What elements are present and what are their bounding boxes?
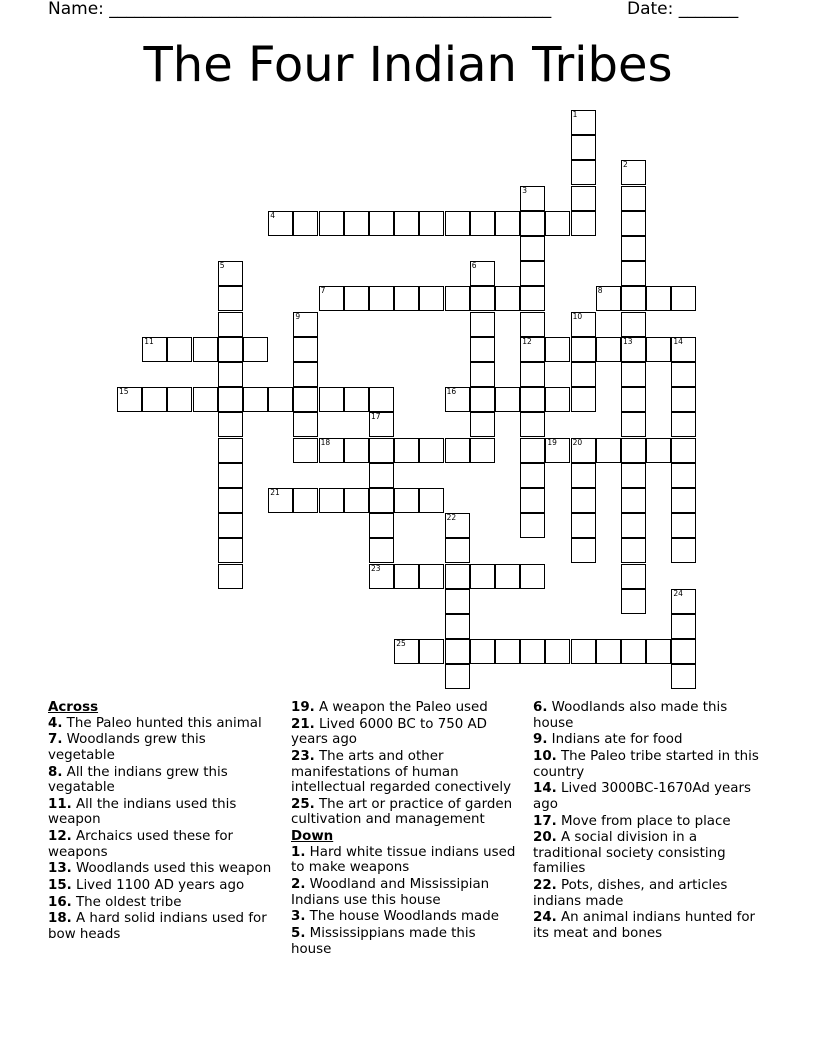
- clue-across-16: 16. The oldest tribe: [48, 894, 182, 910]
- clue-across-4: 4. The Paleo hunted this animal: [48, 715, 262, 731]
- grid-cell[interactable]: [520, 639, 545, 664]
- clue-down-20: 20. A social division in a traditional society consisting families: [533, 830, 726, 877]
- grid-cell[interactable]: [545, 438, 570, 463]
- clue-down-9: 9. Indians ate for food: [533, 732, 683, 748]
- grid-cell[interactable]: [571, 110, 596, 135]
- grid-cell[interactable]: [520, 564, 545, 589]
- grid-cell[interactable]: [470, 261, 495, 286]
- grid-cell[interactable]: [445, 211, 470, 236]
- clue-down-17: 17. Move from place to place: [533, 813, 731, 829]
- grid-cell[interactable]: [293, 362, 318, 387]
- grid-cell[interactable]: [319, 387, 344, 412]
- grid-cell[interactable]: [218, 463, 243, 488]
- grid-cell[interactable]: [520, 337, 545, 362]
- grid-cell[interactable]: [445, 614, 470, 639]
- grid-cell[interactable]: [470, 412, 495, 437]
- grid-cell[interactable]: [520, 362, 545, 387]
- grid-cell[interactable]: [571, 639, 596, 664]
- grid-cell[interactable]: [621, 286, 646, 311]
- grid-cell[interactable]: [495, 286, 520, 311]
- grid-cell[interactable]: [369, 513, 394, 538]
- grid-cell[interactable]: [419, 438, 444, 463]
- grid-cell[interactable]: [268, 387, 293, 412]
- grid-cell[interactable]: [344, 211, 369, 236]
- grid-cell[interactable]: [621, 186, 646, 211]
- clue-down-2: 2. Woodland and Mississipian Indians use this house: [291, 877, 490, 908]
- grid-cell[interactable]: [470, 312, 495, 337]
- grid-cell[interactable]: [520, 236, 545, 261]
- grid-cell[interactable]: [268, 488, 293, 513]
- grid-cell[interactable]: [445, 538, 470, 563]
- grid-cell[interactable]: [293, 337, 318, 362]
- grid-cell[interactable]: [671, 362, 696, 387]
- grid-cell[interactable]: [495, 564, 520, 589]
- grid-cell[interactable]: [671, 463, 696, 488]
- clue-number: 13: [623, 336, 633, 346]
- grid-cell[interactable]: [344, 387, 369, 412]
- grid-cell[interactable]: [646, 438, 671, 463]
- grid-cell[interactable]: [671, 286, 696, 311]
- grid-cell[interactable]: [394, 564, 419, 589]
- grid-cell[interactable]: [445, 564, 470, 589]
- clue-down-10: 10. The Paleo tribe started in this country: [533, 748, 759, 780]
- clue-across-7: 7. Woodlands grew this vegetable: [48, 732, 206, 763]
- grid-cell[interactable]: [621, 387, 646, 412]
- grid-cell[interactable]: [419, 639, 444, 664]
- grid-cell[interactable]: [369, 488, 394, 513]
- clue-down-5: 5. Mississippians made this house: [291, 925, 476, 957]
- grid-cell[interactable]: [344, 438, 369, 463]
- grid-cell[interactable]: [646, 286, 671, 311]
- grid-cell[interactable]: [470, 564, 495, 589]
- grid-cell[interactable]: [293, 211, 318, 236]
- grid-cell[interactable]: [142, 387, 167, 412]
- clue-column-3: [533, 700, 768, 943]
- clue-down-14: 14. Lived 3000BC-1670Ad years ago: [533, 781, 751, 812]
- grid-cell[interactable]: [218, 261, 243, 286]
- clue-down-6: 6. Woodlands also made this house: [533, 700, 728, 731]
- grid-cell[interactable]: [445, 513, 470, 538]
- grid-cell[interactable]: [571, 463, 596, 488]
- grid-cell[interactable]: [621, 513, 646, 538]
- grid-cell[interactable]: [445, 589, 470, 614]
- clue-number: 2: [623, 160, 628, 170]
- grid-cell[interactable]: [596, 337, 621, 362]
- grid-cell[interactable]: [218, 362, 243, 387]
- grid-cell[interactable]: [394, 438, 419, 463]
- grid-cell[interactable]: [571, 488, 596, 513]
- grid-cell[interactable]: [470, 337, 495, 362]
- clue-number: 14: [673, 336, 683, 346]
- clue-number: 17: [371, 412, 381, 422]
- grid-cell[interactable]: [621, 463, 646, 488]
- grid-cell[interactable]: [319, 438, 344, 463]
- grid-cell[interactable]: [445, 438, 470, 463]
- clue-across-21: 21. Lived 6000 BC to 750 AD years ago: [291, 716, 487, 748]
- date-field-line[interactable]: Date: _______: [627, 0, 739, 19]
- grid-cell[interactable]: [167, 337, 192, 362]
- grid-cell[interactable]: [218, 438, 243, 463]
- grid-cell[interactable]: [571, 312, 596, 337]
- grid-cell[interactable]: [520, 412, 545, 437]
- grid-cell[interactable]: [293, 312, 318, 337]
- grid-cell[interactable]: [671, 337, 696, 362]
- grid-cell[interactable]: [495, 639, 520, 664]
- clue-across-23: 23. The arts and other manifestations of human intellectual regarded conectively: [291, 748, 511, 796]
- grid-cell[interactable]: [545, 387, 570, 412]
- grid-cell[interactable]: [445, 286, 470, 311]
- grid-cell[interactable]: [319, 286, 344, 311]
- grid-cell[interactable]: [218, 564, 243, 589]
- grid-cell[interactable]: [621, 236, 646, 261]
- grid-cell[interactable]: [671, 387, 696, 412]
- grid-cell[interactable]: [671, 488, 696, 513]
- grid-cell[interactable]: [671, 513, 696, 538]
- grid-cell[interactable]: [621, 438, 646, 463]
- grid-cell[interactable]: [520, 186, 545, 211]
- grid-cell[interactable]: [621, 488, 646, 513]
- clue-number: 16: [446, 387, 457, 397]
- grid-cell[interactable]: [369, 412, 394, 437]
- grid-cell[interactable]: [621, 261, 646, 286]
- grid-cell[interactable]: [394, 488, 419, 513]
- grid-cell[interactable]: [470, 362, 495, 387]
- grid-cell[interactable]: [419, 564, 444, 589]
- clue-number: 18: [320, 437, 331, 447]
- clue-number: 15: [119, 387, 129, 397]
- clue-across-18: 18. A hard solid indians used for bow heads: [48, 911, 267, 943]
- grid-cell[interactable]: [369, 211, 394, 236]
- grid-cell[interactable]: [571, 211, 596, 236]
- clue-column-2: [291, 700, 520, 958]
- clue-number: 22: [446, 513, 457, 523]
- grid-cell[interactable]: [571, 362, 596, 387]
- grid-cell[interactable]: [470, 286, 495, 311]
- clue-number: 23: [371, 563, 381, 573]
- grid-cell[interactable]: [369, 387, 394, 412]
- page-title: The Four Indian Tribes: [143, 37, 673, 93]
- grid-cell[interactable]: [394, 286, 419, 311]
- grid-cell[interactable]: [621, 564, 646, 589]
- grid-cell[interactable]: [419, 211, 444, 236]
- clue-number: 19: [547, 437, 557, 447]
- clue-number: 4: [270, 210, 275, 220]
- grid-cell[interactable]: [520, 463, 545, 488]
- clue-down-3: 3. The house Woodlands made: [291, 909, 499, 925]
- clue-number: 5: [219, 261, 225, 271]
- clue-column-1: [48, 700, 276, 944]
- grid-cell[interactable]: [369, 463, 394, 488]
- grid-cell[interactable]: [596, 438, 621, 463]
- grid-cell[interactable]: [369, 286, 394, 311]
- grid-cell[interactable]: [520, 438, 545, 463]
- grid-cell[interactable]: [293, 488, 318, 513]
- grid-cell[interactable]: [394, 211, 419, 236]
- grid-cell[interactable]: [319, 211, 344, 236]
- grid-cell[interactable]: [218, 286, 243, 311]
- grid-cell[interactable]: [293, 438, 318, 463]
- grid-cell[interactable]: [218, 412, 243, 437]
- grid-cell[interactable]: [571, 513, 596, 538]
- grid-cell[interactable]: [520, 286, 545, 311]
- name-field-line[interactable]: Name: ____________________________________________________: [48, 0, 552, 19]
- grid-cell[interactable]: [117, 387, 142, 412]
- clue-across-25: 25. The art or practice of garden cultivation and management: [291, 796, 513, 828]
- clue-down-1: 1. Hard white tissue indians used to make weapons: [291, 844, 516, 876]
- grid-cell[interactable]: [646, 639, 671, 664]
- grid-cell[interactable]: [293, 387, 318, 412]
- grid-cell[interactable]: [218, 387, 243, 412]
- grid-cell[interactable]: [621, 412, 646, 437]
- grid-cell[interactable]: [470, 639, 495, 664]
- grid-cell[interactable]: [671, 639, 696, 664]
- down-heading: Down: [291, 829, 334, 845]
- clue-number: 20: [572, 437, 583, 447]
- grid-cell[interactable]: [445, 664, 470, 689]
- grid-cell[interactable]: [545, 337, 570, 362]
- clue-across-12: 12. Archaics used these for weapons: [48, 829, 234, 860]
- grid-cell[interactable]: [621, 538, 646, 563]
- grid-cell[interactable]: [218, 337, 243, 362]
- grid-cell[interactable]: [545, 211, 570, 236]
- grid-cell[interactable]: [495, 211, 520, 236]
- grid-cell[interactable]: [470, 211, 495, 236]
- grid-cell[interactable]: [571, 538, 596, 563]
- grid-cell[interactable]: [419, 286, 444, 311]
- clue-across-19: 19. A weapon the Paleo used: [291, 700, 488, 715]
- grid-cell[interactable]: [520, 387, 545, 412]
- grid-cell[interactable]: [495, 387, 520, 412]
- grid-cell[interactable]: [621, 312, 646, 337]
- clue-number: 1: [572, 110, 578, 119]
- grid-cell[interactable]: [621, 639, 646, 664]
- grid-cell[interactable]: [571, 160, 596, 185]
- grid-cell[interactable]: [671, 589, 696, 614]
- grid-cell[interactable]: [671, 412, 696, 437]
- clue-number: 8: [597, 286, 603, 296]
- clue-across-13: 13. Woodlands used this weapon: [48, 861, 272, 877]
- grid-cell[interactable]: [445, 639, 470, 664]
- grid-cell[interactable]: [671, 438, 696, 463]
- grid-cell[interactable]: [319, 488, 344, 513]
- grid-cell[interactable]: [671, 614, 696, 639]
- grid-cell[interactable]: [520, 312, 545, 337]
- grid-cell[interactable]: [596, 286, 621, 311]
- grid-cell[interactable]: [621, 362, 646, 387]
- grid-cell[interactable]: [470, 438, 495, 463]
- grid-cell[interactable]: [470, 387, 495, 412]
- grid-cell[interactable]: [571, 337, 596, 362]
- grid-cell[interactable]: [344, 488, 369, 513]
- grid-cell[interactable]: [671, 538, 696, 563]
- grid-cell[interactable]: [243, 387, 268, 412]
- clue-across-15: 15. Lived 1100 AD years ago: [48, 878, 245, 894]
- grid-cell[interactable]: [621, 337, 646, 362]
- grid-cell[interactable]: [394, 639, 419, 664]
- grid-cell[interactable]: [671, 664, 696, 689]
- clue-number: 12: [522, 336, 532, 346]
- grid-cell[interactable]: [142, 337, 167, 362]
- grid-cell[interactable]: [218, 538, 243, 563]
- grid-cell[interactable]: [193, 337, 218, 362]
- clue-down-24: 24. An animal indians hunted for its meat and bones: [533, 910, 756, 941]
- grid-cell[interactable]: [268, 211, 293, 236]
- clue-number: 6: [471, 261, 477, 271]
- grid-cell[interactable]: [545, 639, 570, 664]
- clue-number: 24: [673, 588, 683, 598]
- grid-cell[interactable]: [520, 261, 545, 286]
- grid-cell[interactable]: [621, 211, 646, 236]
- clue-down-22: 22. Pots, dishes, and articles indians made: [533, 878, 728, 909]
- grid-cell[interactable]: [369, 564, 394, 589]
- grid-cell[interactable]: [167, 387, 192, 412]
- clue-number: 21: [270, 488, 280, 497]
- clue-number: 10: [572, 311, 583, 321]
- grid-cell[interactable]: [571, 387, 596, 412]
- grid-cell[interactable]: [445, 387, 470, 412]
- grid-cell[interactable]: [571, 438, 596, 463]
- grid-cell[interactable]: [218, 312, 243, 337]
- clue-across-11: 11. All the indians used this weapon: [48, 796, 237, 828]
- clue-number: 25: [396, 639, 406, 649]
- clue-number: 7: [320, 286, 326, 296]
- grid-cell[interactable]: [646, 337, 671, 362]
- grid-cell[interactable]: [596, 639, 621, 664]
- grid-cell[interactable]: [218, 513, 243, 538]
- clue-number: 3: [522, 185, 527, 195]
- clue-across-8: 8. All the indians grew this vegatable: [48, 764, 228, 796]
- grid-cell[interactable]: [369, 538, 394, 563]
- grid-cell[interactable]: [193, 387, 218, 412]
- grid-cell[interactable]: [520, 488, 545, 513]
- clue-number: 9: [295, 311, 301, 321]
- grid-cell[interactable]: [218, 488, 243, 513]
- grid-cell[interactable]: [369, 438, 394, 463]
- across-heading: Across: [48, 700, 99, 715]
- grid-cell[interactable]: [520, 513, 545, 538]
- grid-cell[interactable]: [621, 589, 646, 614]
- grid-cell[interactable]: [419, 488, 444, 513]
- grid-cell[interactable]: [520, 211, 545, 236]
- clue-number: 11: [144, 336, 154, 346]
- grid-cell[interactable]: [571, 135, 596, 160]
- grid-cell[interactable]: [344, 286, 369, 311]
- grid-cell[interactable]: [293, 412, 318, 437]
- grid-cell[interactable]: [621, 160, 646, 185]
- grid-cell[interactable]: [243, 337, 268, 362]
- grid-cell[interactable]: [571, 186, 596, 211]
